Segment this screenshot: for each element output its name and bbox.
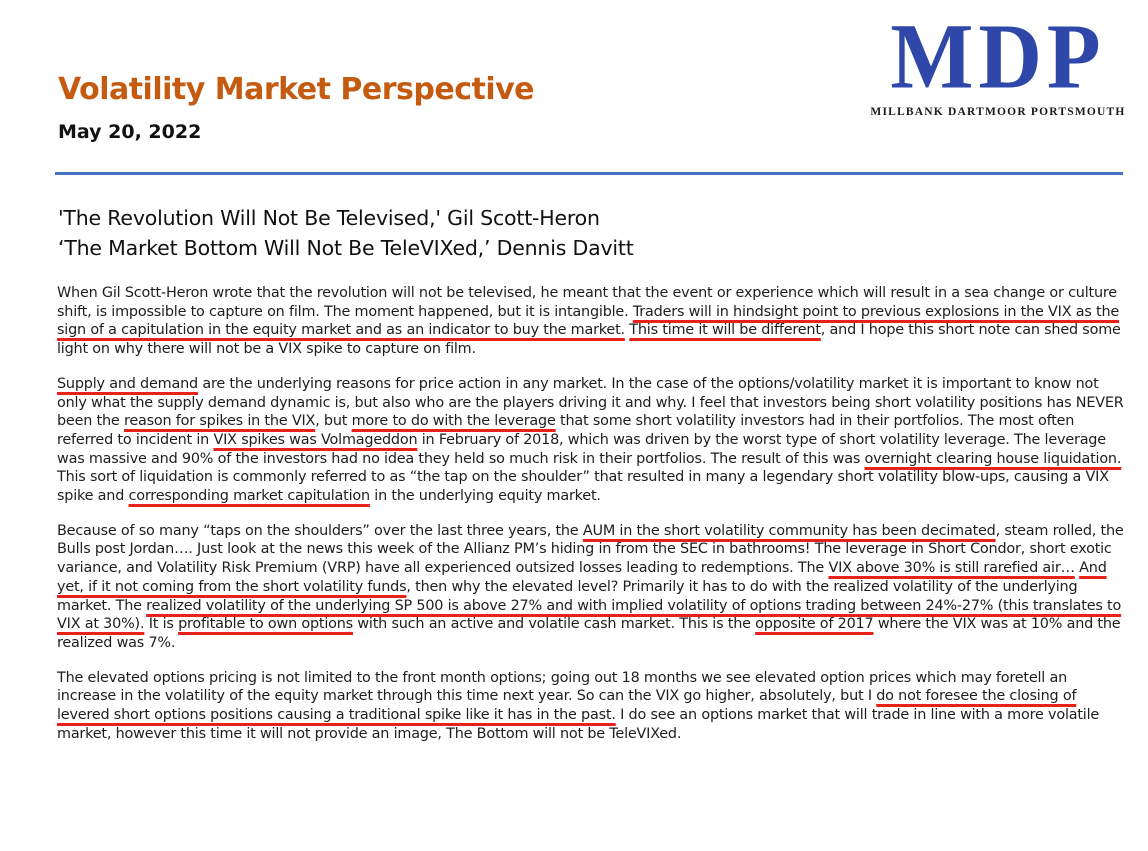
highlighted-text: overnight clearing house liquidation. — [864, 450, 1122, 467]
highlighted-text: do not foresee the closing of levered short options positions causing a traditional spike like it has in the past. — [57, 688, 1077, 724]
text-segment: Because of so many “taps on the shoulders” over the last three years, the — [57, 522, 583, 539]
text-segment: It is — [144, 616, 179, 633]
text-segment: This sort of liquidation is commonly referred to as “the tap on the shoulder” that resulted in many a legendary short volatility blow-ups, causing a VIX spike and — [57, 469, 1109, 505]
highlighted-text: more to do with the leverage — [351, 413, 556, 430]
text-segment: , but — [315, 413, 352, 430]
paragraph — [57, 669, 1127, 744]
paragraph — [57, 522, 1127, 653]
highlighted-text: corresponding market capitulation — [128, 488, 370, 505]
text-segment: , and I hope this short note can shed some light on why there will not be a VIX spike to capture on film. — [57, 322, 1121, 358]
document-date: May 20, 2022 — [58, 121, 202, 143]
text-segment: where the VIX was at 10% and the realized was 7%. — [57, 616, 1121, 651]
highlighted-text: This time it will be different — [629, 322, 821, 339]
text-segment: , steam rolled, the Bulls post Jordan…. Just look at the news this week of the Allianz PM’s hiding in from the SEC in bathrooms! The leverage in Short Condor, short exotic variance, and Volatility Risk Premium (VRP) have all experienced outsized losses leading to redemptions. The — [57, 522, 1124, 577]
highlighted-text: And yet, if it not coming from the short volatility funds — [57, 560, 1107, 595]
highlighted-text: profitable to own options — [178, 616, 353, 633]
highlighted-text: VIX spikes was Volmageddon — [213, 431, 418, 448]
highlighted-text: realized volatility of the underlying SP 500 is above 27% and with implied volatility of options trading between 24%-27% (this translates to VIX at 30%). — [57, 597, 1122, 633]
headline-subquote: ‘The Market Bottom Will Not Be TeleVIXed,’ Dennis Davitt — [58, 236, 634, 260]
text-segment: I do see an options market that will trade in line with a more volatile market, however this time it will not provide an image, The Bottom will not be TeleVIXed. — [57, 707, 1100, 742]
text-segment: with such an active and volatile cash market. This is the — [352, 616, 756, 633]
text-segment: , then why the elevated level? Primarily it has to do with the realized volatility of the underlying market. The — [57, 578, 1078, 614]
text-segment: The elevated options pricing is not limited to the front month options; going out 18 months we see elevated option prices which may foretell an increase in the volatility of the equity market through this time next year. So can the VIX go higher, absolutely, but I — [57, 669, 1068, 705]
text-segment: in February of 2018, which was driven by the worst type of short volatility leverage. The leverage was massive and 90% of the investors had no idea they held so much risk in their portfolios. The result of this was — [57, 431, 1106, 467]
text-segment: that some short volatility investors had in their portfolios. The most often referred to incident in — [57, 413, 1075, 448]
headline-quote: 'The Revolution Will Not Be Televised,' Gil Scott-Heron — [58, 206, 600, 230]
highlighted-text: AUM in the short volatility community has been decimated — [582, 522, 996, 539]
document-title: Volatility Market Perspective — [58, 72, 535, 107]
highlighted-text: opposite of 2017 — [755, 616, 874, 633]
highlighted-text: reason for spikes in the VIX — [123, 413, 316, 430]
text-segment: are the underlying reasons for price action in any market. In the case of the options/volatility market it is important to know not only what the supply demand dynamic is, but also who are the players driving it and why. I feel that investors being short volatility positions has NEVER been the — [57, 375, 1124, 430]
highlighted-text: Supply and demand — [57, 375, 198, 392]
logo-subtitle: MILLBANK DARTMOOR PORTSMOUTH — [870, 106, 1126, 118]
article-body — [57, 284, 1127, 759]
logo-mark: MDP — [890, 6, 1106, 109]
highlighted-text: Traders will in hindsight point to previous explosions in the VIX as the sign of a capitulation in the equity market and as an indicator to buy the market. — [57, 303, 1120, 339]
text-segment: in the underlying equity market. — [369, 488, 601, 505]
paragraph — [57, 284, 1127, 359]
headline-block — [58, 203, 634, 263]
paragraph — [57, 375, 1127, 506]
text-segment: When Gil Scott-Heron wrote that the revolution will not be televised, he meant that the event or experience which will result in a sea change or culture shift, is impossible to capture on film. The moment happened, but it is intangible. — [57, 285, 1117, 320]
header-divider — [55, 172, 1123, 175]
mdp-logo — [870, 6, 1126, 118]
highlighted-text: VIX above 30% is still rarefied air… — [828, 560, 1075, 577]
